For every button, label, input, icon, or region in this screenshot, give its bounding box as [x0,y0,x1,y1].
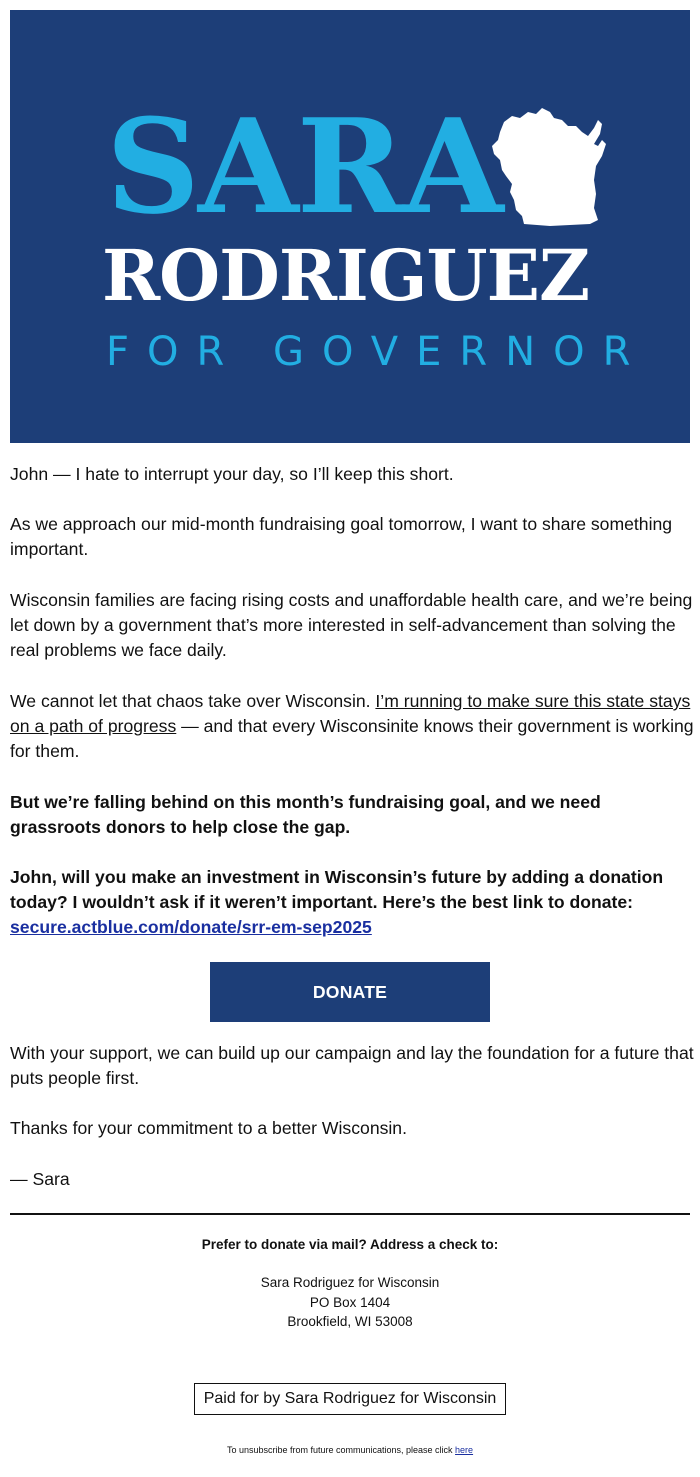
paragraph-falling-behind: But we’re falling behind on this month’s fundraising goal, and we need grassroots donors to help close the gap. [10,792,601,837]
greeting-paragraph: John — I hate to interrupt your day, so I’ll keep this short. [10,464,454,484]
donate-url-link[interactable]: secure.actblue.com/donate/srr-em-sep2025 [10,917,372,937]
donate-button[interactable]: DONATE [210,962,490,1022]
unsubscribe-link[interactable]: here [455,1445,474,1455]
logo-tagline: FOR GOVERNOR [106,329,649,375]
paragraph-support: With your support, we can build up our campaign and lay the foundation for a future that puts people first. [10,1043,694,1088]
paid-for-disclaimer: Paid for by Sara Rodriguez for Wisconsin [194,1383,506,1415]
paragraph-chaos-tail: — and that every Wisconsinite knows their government is working for them. [10,716,694,761]
paragraph-families: Wisconsin families are facing rising costs and unaffordable health care, and we’re being let down by a government that’s more interested in self-advancement than solving the real problems we face daily. [10,590,693,660]
signoff: — Sara [10,1169,70,1189]
unsubscribe-notice [10,1444,690,1456]
unsubscribe-text: To unsubscribe from future communications, please click [226,1445,456,1455]
paragraph-thanks: Thanks for your commitment to a better Wisconsin. [10,1118,407,1138]
paragraph-chaos-lead: We cannot let that chaos take over Wisconsin. [10,691,376,711]
paragraph-ask-text: John, will you make an investment in Wisconsin’s future by adding a donation today? I wouldn’t ask if it weren’t important. Here’s the best link to donate: [10,867,664,912]
running-link[interactable]: I’m running to make sure this state stays on a path of progress [10,691,691,736]
header-banner [10,10,690,443]
address-line-2: PO Box 1404 [309,1295,391,1310]
logo-last-name: RODRIGUEZ [102,234,590,317]
address-line-1: Sara Rodriguez for Wisconsin [260,1275,440,1290]
footer-divider [10,1213,690,1215]
wisconsin-state-icon [490,104,608,228]
logo-first-name: SARA [106,90,502,243]
address-line-3: Brookfield, WI 53008 [287,1314,413,1329]
mail-donation-heading: Prefer to donate via mail? Address a check to: [201,1237,499,1252]
paragraph-chaos [10,689,694,764]
paragraph-goal: As we approach our mid-month fundraising goal tomorrow, I want to share something important. [10,514,673,559]
paragraph-ask [10,865,694,940]
